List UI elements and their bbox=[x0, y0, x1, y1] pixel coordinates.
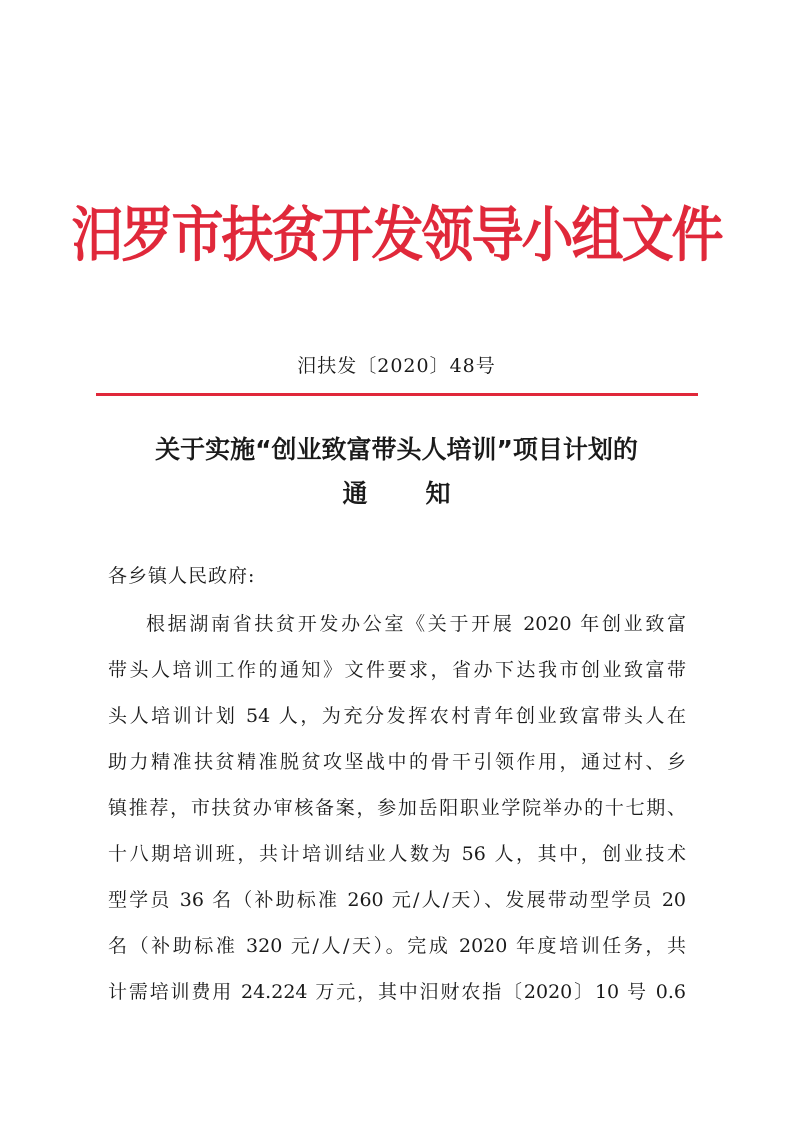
notice-title-line-1: 关于实施“创业致富带头人培训”项目计划的 bbox=[155, 435, 638, 464]
body-paragraph-line: 助力精准扶贫精准脱贫攻坚战中的骨干引领作用，通过村、乡 bbox=[108, 751, 686, 773]
document-number: 汨扶发〔2020〕48号 bbox=[297, 355, 496, 377]
body-paragraph-line: 根据湖南省扶贫开发办公室《关于开展 2020 年创业致富 bbox=[146, 613, 686, 635]
notice-title-line-2: 通知 bbox=[342, 479, 509, 508]
body-paragraph-line: 镇推荐，市扶贫办审核备案，参加岳阳职业学院举办的十七期、 bbox=[108, 797, 686, 819]
red-separator-rule bbox=[96, 393, 698, 396]
body-paragraph-line: 带头人培训工作的通知》文件要求，省办下达我市创业致富带 bbox=[108, 659, 686, 681]
body-paragraph-line: 头人培训计划 54 人，为充分发挥农村青年创业致富带头人在 bbox=[108, 705, 686, 727]
body-paragraph-line: 名（补助标准 320 元/人/天）。完成 2020 年度培训任务，共 bbox=[108, 935, 686, 957]
body-paragraph-line: 型学员 36 名（补助标准 260 元/人/天）、发展带动型学员 20 bbox=[108, 889, 686, 911]
body-paragraph-line: 十八期培训班，共计培训结业人数为 56 人，其中，创业技术 bbox=[108, 843, 686, 865]
body-paragraph-line: 计需培训费用 24.224 万元，其中汨财农指〔2020〕10 号 0.6 bbox=[108, 981, 686, 1003]
issuer-header-title: 汨罗市扶贫开发领导小组文件 bbox=[71, 201, 722, 271]
addressee: 各乡镇人民政府: bbox=[108, 565, 256, 587]
